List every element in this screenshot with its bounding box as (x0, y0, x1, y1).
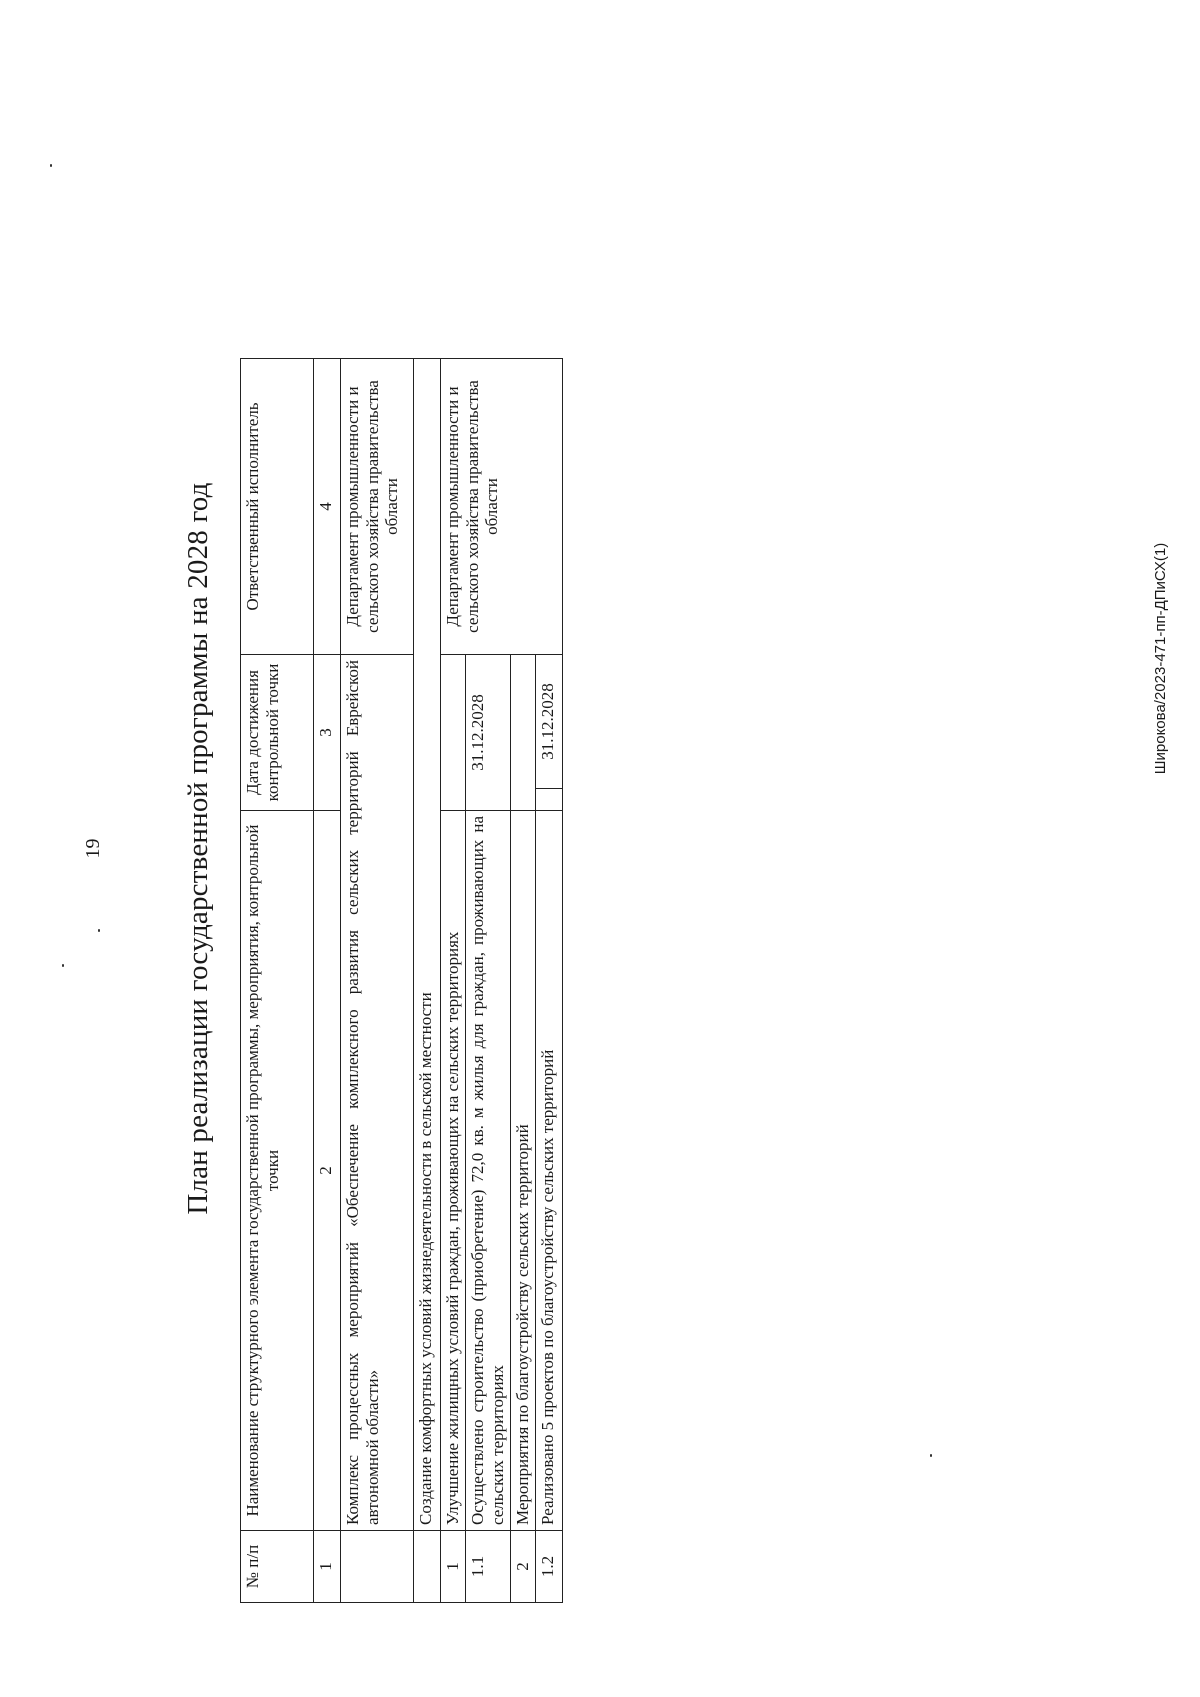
row-name: Осуществлено строительство (приобретение) 72,0 кв. м жилья для граждан, проживающих на сельских территориях (466, 811, 511, 1531)
header-name: Наименование структурного элемента государственной программы, мероприятия, контрольной точки (241, 811, 314, 1531)
process-complex-executor: Департамент промышленности и сельского хозяйства правительства области (341, 359, 414, 655)
column-number-2: 2 (314, 811, 341, 1531)
row-date: 31.12.2028 (536, 655, 563, 789)
column-number-1: 1 (314, 1531, 341, 1603)
header-date: Дата достижения контрольной точки (241, 655, 314, 811)
process-complex-number (341, 1531, 414, 1603)
task-row (414, 359, 441, 1603)
header-executor: Ответственный исполнитель (241, 359, 314, 655)
task-text: Создание комфортных условий жизнедеятельности в сельской местности (414, 359, 441, 1531)
page-number: 19 (82, 838, 104, 859)
header-number: № п/п (241, 1531, 314, 1603)
file-reference: Широкова/2023-471-пп-ДПиСХ(1) (1152, 542, 1169, 775)
task-number (414, 1531, 441, 1603)
column-number-4: 4 (314, 359, 341, 655)
row-number: 1.1 (466, 1531, 511, 1603)
row-name: Мероприятия по благоустройству сельских территорий (511, 811, 536, 1531)
row-date-spacer (536, 789, 563, 811)
row-date: 31.12.2028 (466, 655, 511, 811)
scan-speck (930, 1454, 932, 1457)
scan-speck (98, 929, 100, 932)
row-date (511, 655, 536, 811)
row-date (441, 655, 466, 811)
row-number: 1 (441, 1531, 466, 1603)
table-header-row (241, 359, 314, 1603)
implementation-plan-table (240, 358, 563, 1603)
row-executor: Департамент промышленности и сельского хозяйства правительства области (441, 359, 563, 655)
column-numbers-row (314, 359, 341, 1603)
document-title: План реализации государственной программы на 2028 год (182, 482, 214, 1215)
column-number-3: 3 (314, 655, 341, 811)
row-number: 2 (511, 1531, 536, 1603)
scan-speck (50, 164, 52, 167)
row-name: Реализовано 5 проектов по благоустройству сельских территорий (536, 811, 563, 1531)
scan-speck (62, 964, 64, 967)
row-name: Улучшение жилищных условий граждан, проживающих на сельских территориях (441, 811, 466, 1531)
process-complex-text: Комплекс процессных мероприятий «Обеспечение комплексного развития сельских территорий Еврейской автономной области» (341, 655, 414, 1531)
process-complex-row (341, 359, 414, 1603)
row-number: 1.2 (536, 1531, 563, 1603)
table-row (441, 359, 466, 1603)
